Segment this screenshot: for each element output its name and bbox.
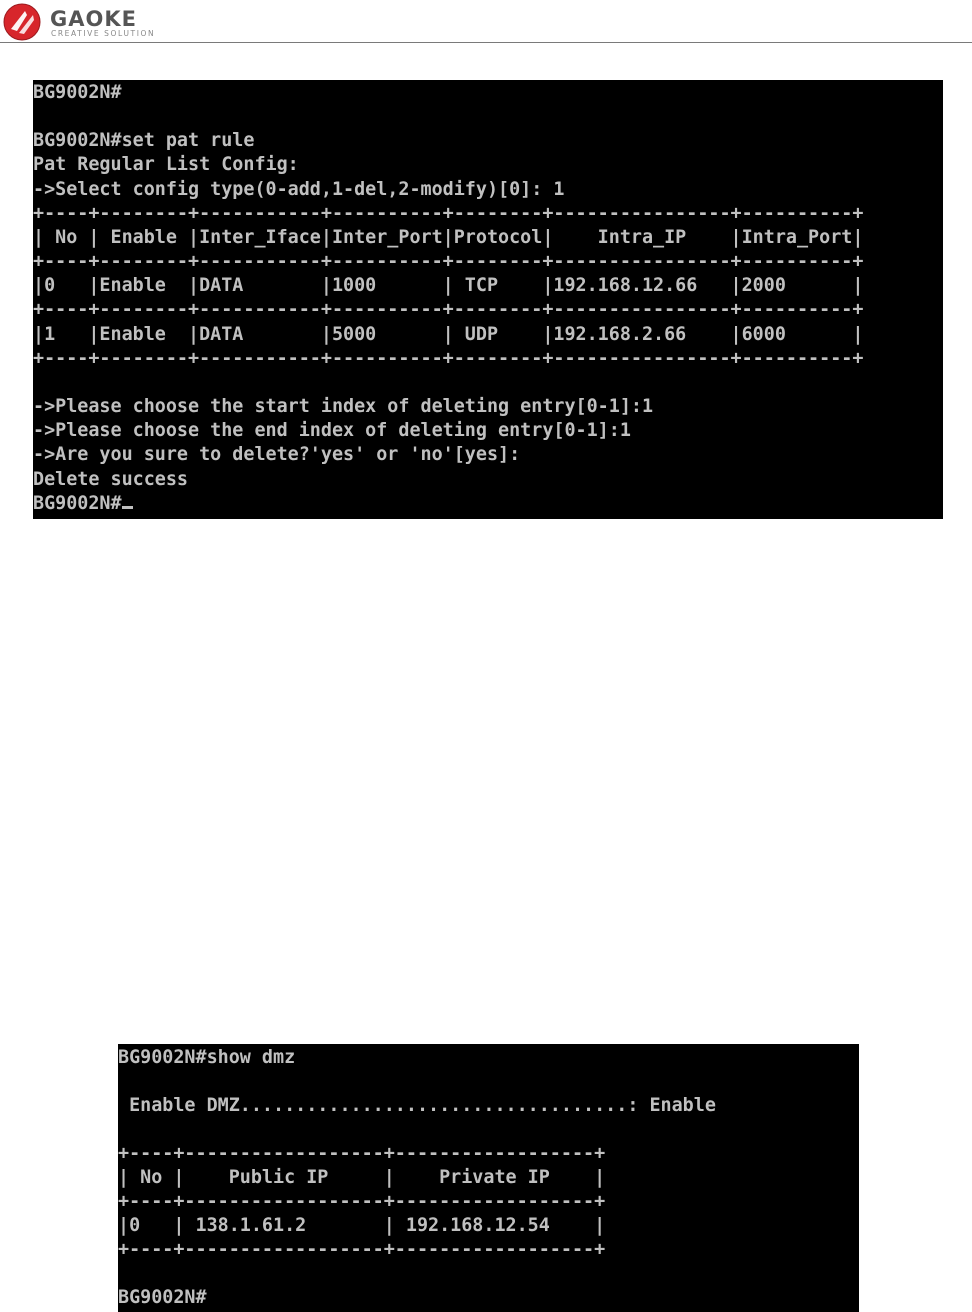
header-divider [0,42,972,43]
pat-rule-terminal-line: Pat Regular List Config: [33,154,299,176]
dmz-terminal-line: Enable DMZ...................................: Enable [118,1095,716,1116]
dmz-terminal-line: BG9002N# [118,1287,207,1308]
pat-rule-terminal-line: BG9002N# [33,82,122,103]
pat-rule-terminal-output [33,80,943,516]
brand-tagline: CREATIVE SOLUTION [51,29,156,38]
dmz-terminal-line: +----+------------------+------------------+ [118,1239,606,1260]
pat-rule-terminal-line: ->Please choose the start index of deleting entry[0-1]:1 [33,396,654,418]
brand-logo-icon [3,3,41,41]
dmz-terminal-line: |0 | 138.1.61.2 | 192.168.12.54 | [118,1215,606,1236]
pat-rule-terminal-line: ->Select config type(0-add,1-del,2-modify)[0]: 1 [33,178,565,200]
pat-rule-terminal-line: +----+--------+-----------+----------+--------+----------------+----------+ [33,202,864,224]
dmz-terminal-line: | No | Public IP | Private IP | [118,1167,606,1188]
pat-rule-terminal-line: Delete success [33,468,189,490]
pat-rule-terminal-line: +----+--------+-----------+----------+--------+----------------+----------+ [33,347,864,369]
pat-rule-terminal-line: |1 |Enable |DATA |5000 | UDP |192.168.2.66 |6000 | [33,323,864,345]
pat-rule-terminal [33,80,943,519]
terminal-cursor[interactable] [122,506,133,509]
pat-rule-terminal-line: ->Please choose the end index of deleting entry[0-1]:1 [33,420,631,442]
dmz-terminal [118,1044,859,1312]
dmz-terminal-line: +----+------------------+------------------+ [118,1191,606,1212]
pat-rule-terminal-line: +----+--------+-----------+----------+--------+----------------+----------+ [33,251,864,273]
brand-name: GAOKE [50,7,137,31]
pat-rule-terminal-line: | No | Enable |Inter_Iface|Inter_Port|Protocol| Intra_IP |Intra_Port| [33,226,864,248]
pat-rule-terminal-line: |0 |Enable |DATA |1000 | TCP |192.168.12.66 |2000 | [33,275,864,297]
pat-rule-terminal-line: BG9002N#set pat rule [33,130,255,152]
pat-rule-terminal-line: +----+--------+-----------+----------+--------+----------------+----------+ [33,299,864,321]
terminal-prompt: BG9002N# [33,492,122,514]
pat-rule-terminal-line: ->Are you sure to delete?'yes' or 'no'[yes]: [33,444,521,466]
dmz-terminal-output [118,1044,859,1310]
dmz-terminal-line: +----+------------------+------------------+ [118,1143,606,1164]
dmz-terminal-line: BG9002N#show dmz [118,1047,296,1068]
page-header [0,0,972,44]
